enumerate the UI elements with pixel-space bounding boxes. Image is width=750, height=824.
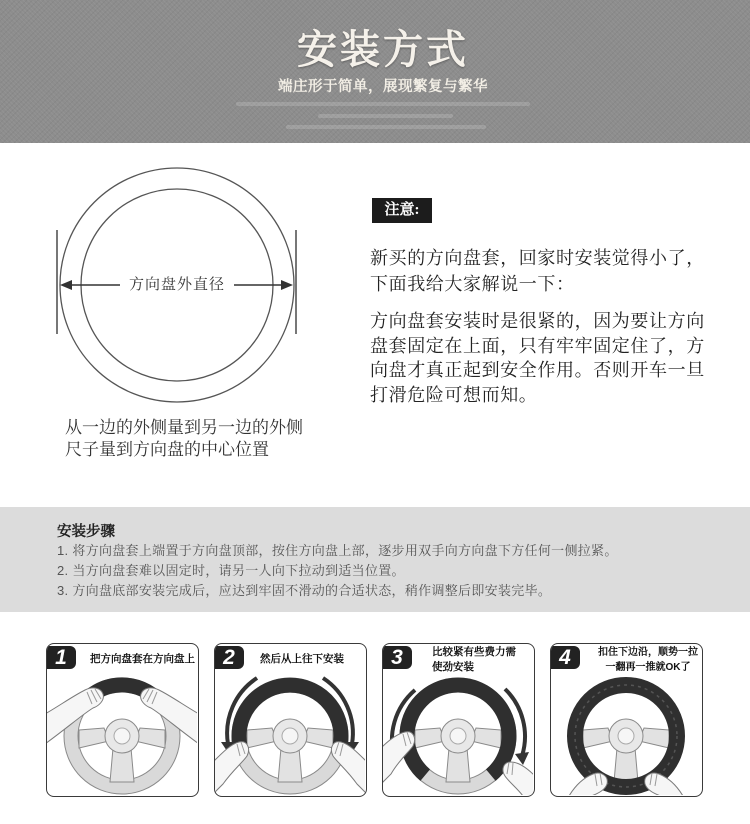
notice-body-line: 方向盘套安装时是很紧的，因为要让方向	[370, 311, 705, 331]
install-panel-3	[382, 643, 535, 797]
panel-caption-line: 一翻再一推就OK了	[605, 662, 691, 673]
panel-caption-line: 比较紧有些费力需	[432, 646, 516, 658]
install-steps-section	[0, 507, 750, 612]
arrowhead-left-icon	[60, 280, 72, 290]
install-panel-2	[214, 643, 367, 797]
wheel-spoke	[639, 728, 669, 748]
install-steps-title: 安装步骤	[57, 524, 115, 540]
wheel-spoke	[583, 728, 613, 748]
wheel-spoke	[135, 728, 165, 748]
wheel-hub-center	[450, 728, 466, 744]
panel-caption	[595, 645, 701, 675]
wheel-spoke	[471, 728, 501, 748]
install-step-item: 3. 方向盘底部安装完成后，应达到牢固不滑动的合适状态，稍作调整后即安装完毕。	[57, 583, 552, 598]
install-panel-4	[550, 643, 703, 797]
steering-wheel-diameter-diagram	[0, 0, 340, 420]
panel-caption	[432, 645, 516, 675]
left-hand	[569, 773, 607, 795]
notice-body-line: 向盘才真正起到安全作用。否则开车一旦	[370, 360, 705, 380]
wheel-spoke	[247, 728, 277, 748]
panel-caption	[90, 652, 195, 667]
measure-caption	[65, 417, 303, 461]
notice-body	[370, 309, 705, 407]
wheel-hub-center	[114, 728, 130, 744]
step-number-badge: 1	[46, 646, 76, 669]
install-steps-list	[57, 541, 618, 601]
page-subtitle: 端庄形于简单，展现繁复与繁华	[278, 79, 488, 95]
step-number-badge: 2	[214, 646, 244, 669]
arrowhead-right-icon	[281, 280, 293, 290]
diameter-label: 方向盘外直径	[120, 275, 234, 295]
install-step-item: 1. 将方向盘套上端置于方向盘顶部，按住方向盘上部，逐步用双手向方向盘下方任何一侧拉紧。	[57, 543, 618, 558]
install-step-item: 2. 当方向盘套难以固定时，请另一人向下拉动到适当位置。	[57, 563, 405, 578]
panel-caption	[260, 652, 344, 667]
step-number-badge: 3	[382, 646, 412, 669]
notice-body-line: 打滑危险可想而知。	[370, 384, 538, 405]
install-panel-1	[46, 643, 199, 797]
measure-caption-line: 从一边的外侧量到另一边的外侧	[65, 418, 303, 437]
notice-intro-line: 新买的方向盘套，回家时安装觉得小了，	[370, 248, 705, 268]
panel-caption-line: 使劲安装	[432, 661, 474, 673]
wheel-spoke	[303, 728, 333, 748]
notice-intro	[370, 245, 705, 297]
right-hand	[503, 762, 533, 795]
notice-body-line: 盘套固定在上面，只有牢牢固定住了，方	[370, 335, 705, 356]
wheel-hub-center	[282, 728, 298, 744]
notice-badge: 注意:	[372, 198, 432, 223]
step-number-badge: 4	[550, 646, 580, 669]
panel-caption-line: 扣住下边沿，顺势一拉	[598, 647, 698, 658]
wheel-spoke	[415, 728, 445, 748]
notice-intro-line: 下面我给大家解说一下：	[370, 274, 575, 294]
right-hand	[645, 773, 683, 795]
wheel-spoke	[79, 728, 109, 748]
measure-caption-line: 尺子量到方向盘的中心位置	[65, 440, 269, 459]
page-title: 安装方式	[297, 27, 469, 72]
panel-caption-line: 把方向盘套在方向盘上	[90, 653, 195, 665]
wheel-hub-center	[618, 728, 634, 744]
panel-caption-line: 然后从上往下安装	[260, 653, 344, 665]
